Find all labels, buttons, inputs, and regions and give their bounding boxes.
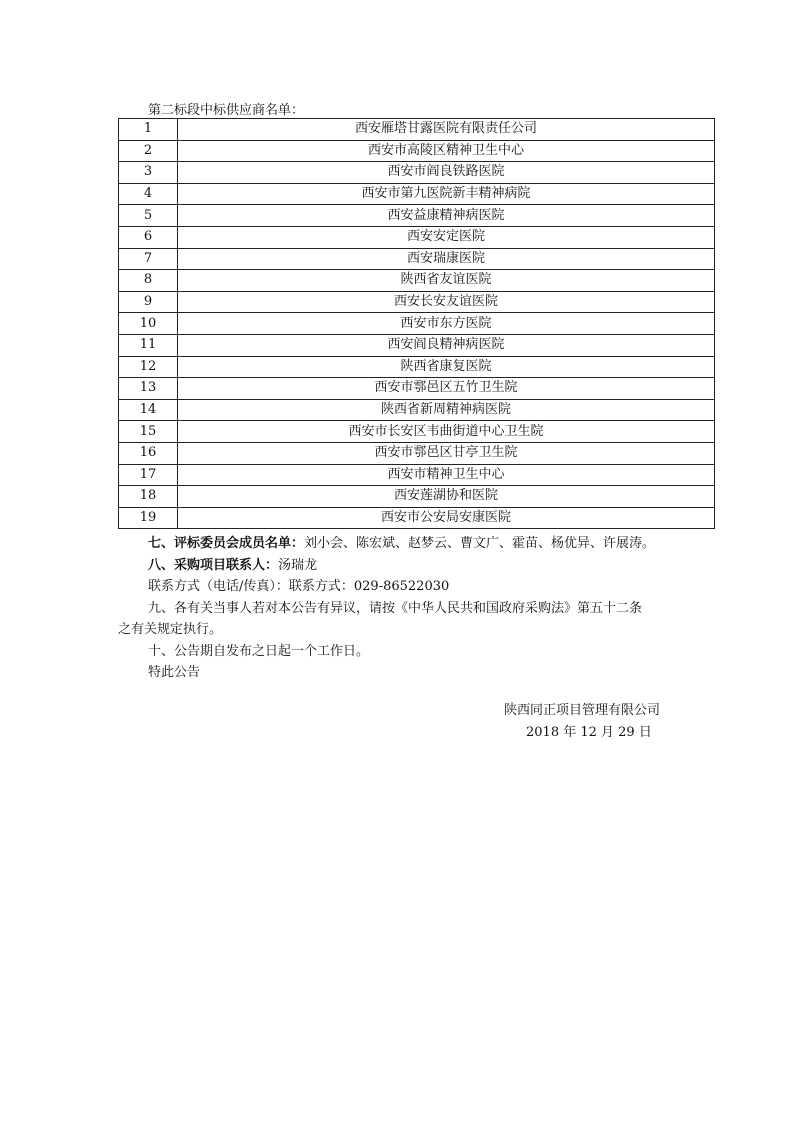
table-row	[119, 464, 715, 486]
supplier-name: 西安市鄠邑区甘亭卫生院	[178, 442, 715, 464]
table-row	[119, 442, 715, 464]
supplier-number: 15	[119, 421, 178, 443]
table-row	[119, 421, 715, 443]
table-row	[119, 486, 715, 508]
table-row	[119, 183, 715, 205]
table-row	[119, 507, 715, 529]
contact-info-line: 联系方式（电话/传真）：联系方式：029-86522030	[148, 579, 450, 594]
supplier-number: 12	[119, 356, 178, 378]
signature-date: 2018 年 12 月 29 日	[526, 725, 652, 740]
objection-line-1: 九、各有关当事人若对本公告有异议，请按《中华人民共和国政府采购法》第五十二条	[148, 601, 643, 616]
supplier-name: 西安市鄠邑区五竹卫生院	[178, 378, 715, 400]
supplier-number: 3	[119, 162, 178, 184]
project-contact-line	[148, 554, 317, 573]
table-row	[119, 248, 715, 270]
table-row	[119, 270, 715, 292]
supplier-number: 13	[119, 378, 178, 400]
objection-line-2: 之有关规定执行。	[118, 622, 223, 637]
supplier-name: 西安市阎良铁路医院	[178, 162, 715, 184]
table-row	[119, 162, 715, 184]
section8-label: 八、采购项目联系人：	[148, 558, 279, 573]
supplier-name: 陕西省友谊医院	[178, 270, 715, 292]
supplier-name: 西安市高陵区精神卫生中心	[178, 140, 715, 162]
closing-line: 特此公告	[148, 665, 201, 680]
table-row	[119, 226, 715, 248]
supplier-number: 16	[119, 442, 178, 464]
table-row	[119, 399, 715, 421]
evaluation-committee-line	[148, 532, 655, 551]
notice-period-line: 十、公告期自发布之日起一个工作日。	[148, 644, 370, 659]
table-row	[119, 205, 715, 227]
section8-value: 汤瑞龙	[278, 558, 318, 573]
section7-label: 七、评标委员会成员名单：	[148, 536, 305, 551]
supplier-name: 西安雁塔甘露医院有限责任公司	[178, 119, 715, 141]
table-row	[119, 378, 715, 400]
supplier-name: 陕西省新周精神病医院	[178, 399, 715, 421]
supplier-number: 2	[119, 140, 178, 162]
supplier-number: 17	[119, 464, 178, 486]
section7-value: 刘小会、陈宏斌、赵梦云、曹文广、霍苗、杨优异、许展涛。	[304, 536, 656, 551]
supplier-number: 18	[119, 486, 178, 508]
supplier-name: 西安益康精神病医院	[178, 205, 715, 227]
supplier-name: 陕西省康复医院	[178, 356, 715, 378]
supplier-number: 10	[119, 313, 178, 335]
supplier-name: 西安莲湖协和医院	[178, 486, 715, 508]
supplier-name: 西安瑞康医院	[178, 248, 715, 270]
supplier-number: 8	[119, 270, 178, 292]
table-title: 第二标段中标供应商名单：	[148, 103, 305, 118]
supplier-table	[118, 118, 715, 529]
table-row	[119, 291, 715, 313]
supplier-number: 6	[119, 226, 178, 248]
table-row	[119, 313, 715, 335]
supplier-name: 西安安定医院	[178, 226, 715, 248]
supplier-number: 4	[119, 183, 178, 205]
supplier-number: 7	[119, 248, 178, 270]
table-row	[119, 334, 715, 356]
supplier-name: 西安市长安区韦曲街道中心卫生院	[178, 421, 715, 443]
signature-company: 陕西同正项目管理有限公司	[504, 703, 661, 718]
supplier-name: 西安市精神卫生中心	[178, 464, 715, 486]
supplier-number: 14	[119, 399, 178, 421]
supplier-name: 西安长安友谊医院	[178, 291, 715, 313]
supplier-name: 西安市第九医院新丰精神病院	[178, 183, 715, 205]
supplier-name: 西安市东方医院	[178, 313, 715, 335]
supplier-number: 5	[119, 205, 178, 227]
supplier-number: 19	[119, 507, 178, 529]
supplier-name: 西安市公安局安康医院	[178, 507, 715, 529]
supplier-number: 1	[119, 119, 178, 141]
table-row	[119, 140, 715, 162]
supplier-number: 9	[119, 291, 178, 313]
supplier-number: 11	[119, 334, 178, 356]
supplier-name: 西安阎良精神病医院	[178, 334, 715, 356]
table-row	[119, 356, 715, 378]
table-row	[119, 119, 715, 141]
